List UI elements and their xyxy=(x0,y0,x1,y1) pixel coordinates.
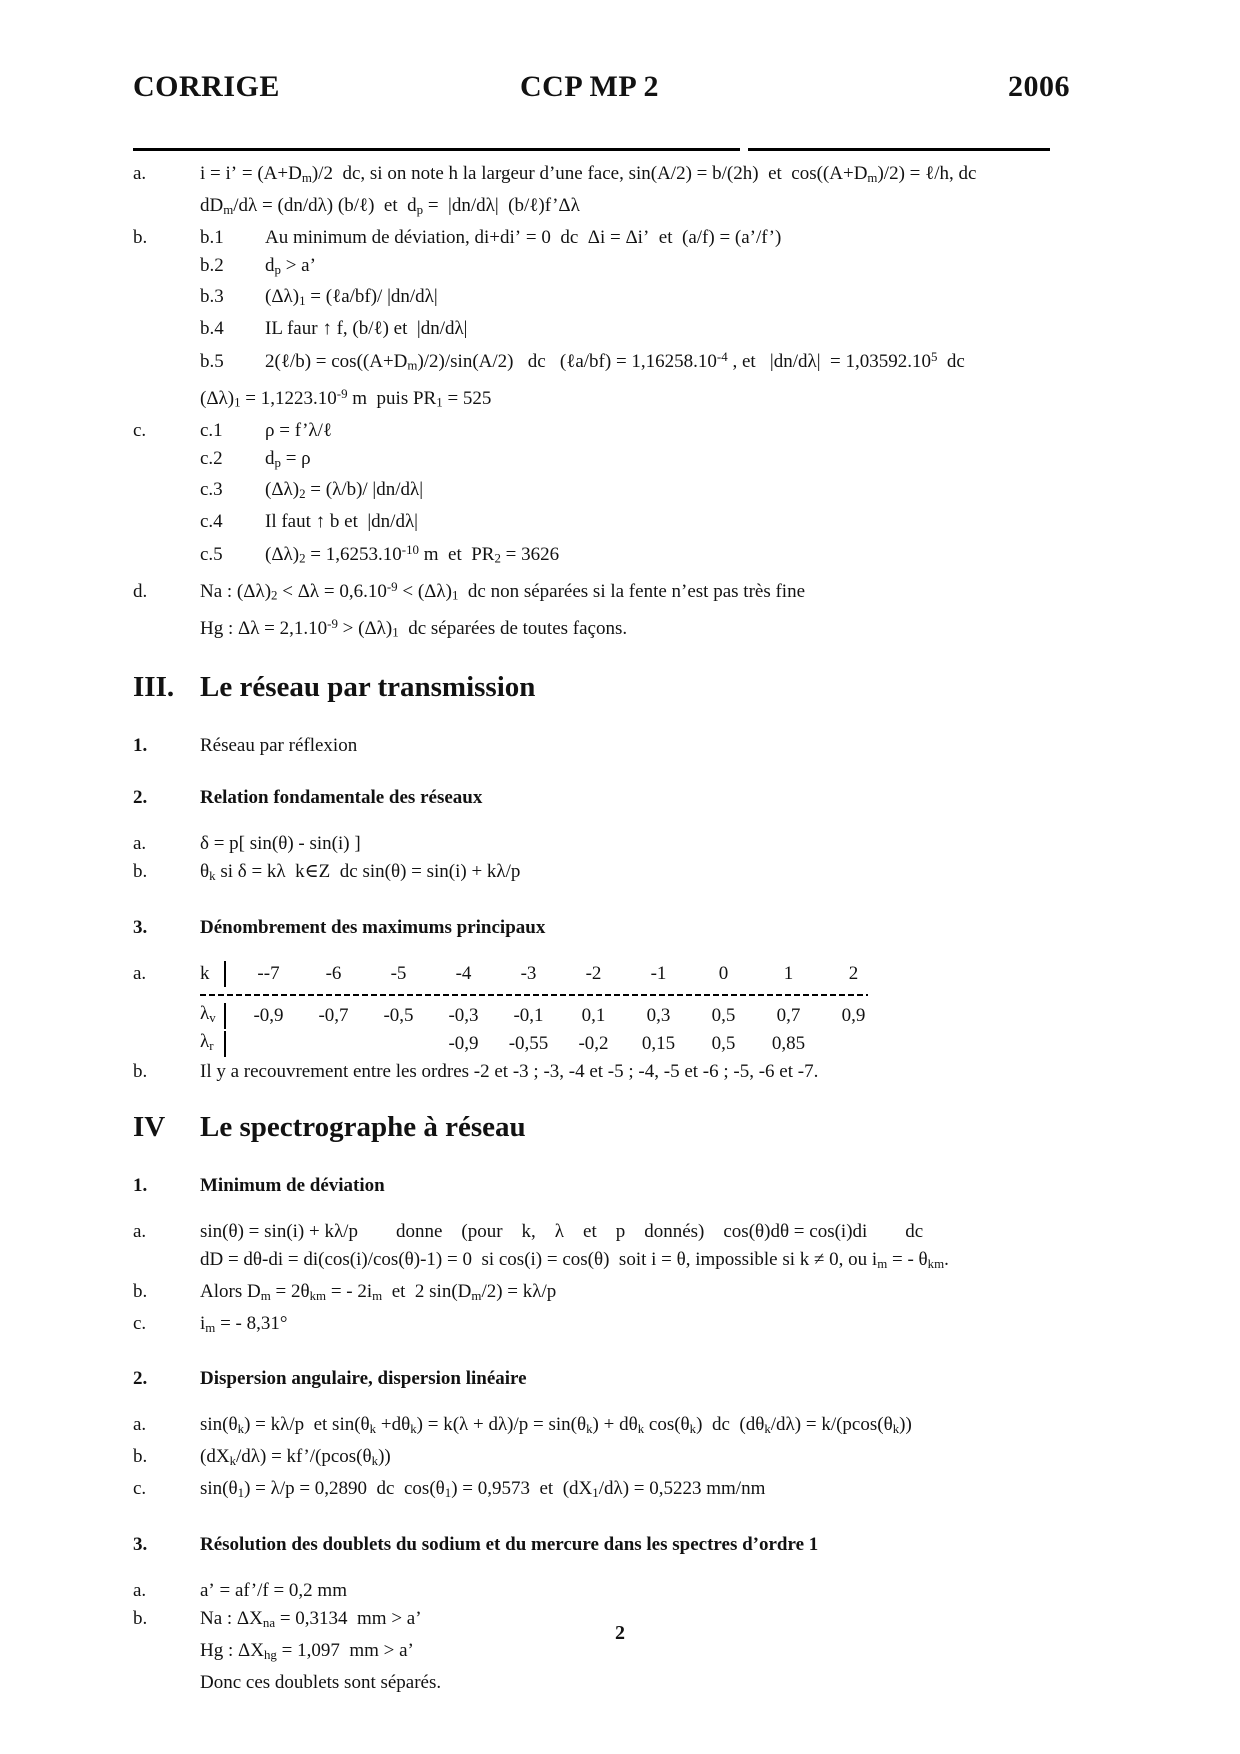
table-row xyxy=(200,1030,1125,1058)
table-cell: 0,1 xyxy=(581,1005,606,1026)
table-cell: 0 xyxy=(718,963,729,984)
item-text: $(\Delta\lambda)_1$ = (ℓa/bf)/ |dn/dλ| xyxy=(265,286,438,309)
item-sublabel: c.2 xyxy=(200,447,223,469)
item-label: c. xyxy=(133,419,147,441)
item-label: a. xyxy=(133,963,147,984)
subsection-heading xyxy=(133,784,1125,812)
table-cell: -6 xyxy=(325,963,342,984)
subsection-heading xyxy=(133,914,1125,942)
subsection-heading xyxy=(133,732,1125,760)
item-label: b. xyxy=(133,1446,148,1468)
item-sublabel: c.5 xyxy=(200,544,223,566)
item-text: sin(θ) = sin(i) + kλ/p donne (pour k, λ et p donnés) cos(θ)dθ = cos(i)di dc xyxy=(200,1221,924,1242)
item-label: b. xyxy=(133,861,148,883)
answer-line xyxy=(133,252,1125,284)
table-vbar xyxy=(224,961,226,987)
item-text: Hg : $\Delta\lambda = 2,1.10^{-9} > (\Delta\lambda)_1$ dc séparées de toutes façons. xyxy=(200,615,628,640)
item-text: $dD_m/d\lambda = (dn/d\lambda)$ (b/ℓ) et $d_p = |dn/d\lambda|$ (b/ℓ)f’Δλ xyxy=(200,194,580,217)
subsection-title: Réseau par réflexion xyxy=(200,735,358,757)
table-cell: -1 xyxy=(650,963,667,984)
subsection-number: 1. xyxy=(133,735,148,757)
section-title: Le réseau par transmission xyxy=(200,671,536,704)
item-label: b. xyxy=(133,1061,148,1082)
table-vbar xyxy=(224,1031,226,1057)
page-number: 2 xyxy=(615,1622,625,1644)
answer-line xyxy=(133,1218,1125,1246)
table-cell: -0,3 xyxy=(448,1005,479,1026)
answer-line xyxy=(133,508,1125,536)
answer-line xyxy=(133,283,1125,315)
answer-line xyxy=(133,380,1125,417)
table-dashed-divider xyxy=(200,994,868,996)
subsection-title: Dénombrement des maximums principaux xyxy=(200,917,546,938)
item-text: IL faur ↑ f, (b/ℓ) et |dn/dλ| xyxy=(265,318,468,340)
item-text: $i_m$ = - 8,31° xyxy=(200,1312,288,1335)
item-sublabel: c.3 xyxy=(200,479,223,501)
document-body xyxy=(133,160,1125,1697)
item-text: $d_p = \rho$ xyxy=(265,447,311,470)
item-label: d. xyxy=(133,580,148,602)
item-text: $\sin(\theta_1) = \lambda/p = 0,2890$ dc $\cos(\theta_1) = 0,9573$ et $(dX_1/d\lambda) = 0,5223$ mm/nm xyxy=(200,1478,766,1500)
answer-line xyxy=(133,1443,1125,1475)
item-label: a. xyxy=(133,1579,147,1601)
section-heading xyxy=(133,666,1125,708)
item-label: a. xyxy=(133,833,147,855)
item-label: c. xyxy=(133,1478,147,1500)
item-text: $\theta_k$ si δ = kλ k∈Z dc sin(θ) = sin(i) + kλ/p xyxy=(200,861,521,883)
answer-line xyxy=(133,1246,1125,1278)
table-row-label: $\lambda_v$ xyxy=(200,1003,216,1025)
item-label: a. xyxy=(133,163,147,184)
header-title-corrige: CORRIGE xyxy=(133,70,280,103)
answer-line xyxy=(133,445,1125,477)
item-sublabel: b.1 xyxy=(200,226,224,248)
table-cells xyxy=(236,1030,886,1058)
table-cell: 1 xyxy=(783,963,794,984)
answer-line xyxy=(133,224,1125,252)
item-text: dD = dθ-di = di(cos(i)/cos(θ)-1) = 0 si cos(i) = cos(θ) soit i = θ, impossible si k ≠ 0, ou $i_m$ = - $\theta_{km}$. xyxy=(200,1249,949,1271)
table-cell: -4 xyxy=(455,963,472,984)
subsection-title: Minimum de déviation xyxy=(200,1175,385,1196)
table-cell: -5 xyxy=(390,963,407,984)
item-label: b. xyxy=(133,226,148,248)
table-cell: -0,1 xyxy=(513,1005,544,1026)
item-label: a. xyxy=(133,1414,147,1436)
item-label: b. xyxy=(133,1607,148,1629)
table-cell: -0,9 xyxy=(448,1033,479,1054)
item-label: b. xyxy=(133,1280,148,1302)
item-text: $(\Delta\lambda)_2 = (\lambda/b)/$ |dn/dλ| xyxy=(265,479,424,502)
item-text: Hg : $\Delta X_{hg} = 1,097$ mm > a’ xyxy=(200,1639,414,1662)
answer-line xyxy=(133,160,1125,192)
header-rule-left xyxy=(133,148,740,151)
item-text: $(dX_k/d\lambda)$ = $kf’/(pcos(\theta_k))$ xyxy=(200,1446,391,1469)
answer-line xyxy=(133,573,1125,610)
table-cell: -0,7 xyxy=(318,1005,349,1026)
answer-line xyxy=(133,1310,1125,1342)
answer-line xyxy=(133,1278,1125,1310)
answer-line xyxy=(133,1577,1125,1605)
item-label: a. xyxy=(133,1221,147,1242)
answer-line xyxy=(133,192,1125,224)
table-cell xyxy=(236,1030,301,1058)
subsection-number: 2. xyxy=(133,1368,148,1390)
table-cell: -0,9 xyxy=(253,1005,284,1026)
answer-line xyxy=(133,1411,1125,1443)
answer-line xyxy=(133,830,1125,858)
header-rule-right xyxy=(748,148,1050,151)
table-row xyxy=(200,960,1125,988)
item-text: Na : $\Delta X_{na} = 0,3134$ mm > a’ xyxy=(200,1607,422,1630)
orders-table-grid xyxy=(200,960,1125,1058)
subsection-title: Relation fondamentale des réseaux xyxy=(200,787,483,809)
item-text: $d_p > a$’ xyxy=(265,254,316,277)
header-title-exam: CCP MP 2 xyxy=(520,70,659,103)
item-sublabel: b.3 xyxy=(200,286,224,308)
table-row-label: $\lambda_r$ xyxy=(200,1031,214,1053)
item-text: Alors $D_m = 2\theta_{km}$ = - $2i_m$ et 2 $\sin(D_m/2) = k\lambda/p$ xyxy=(200,1280,557,1303)
table-cell: 0,5 xyxy=(711,1033,736,1054)
table-cell xyxy=(366,1030,431,1058)
subsection-number: 3. xyxy=(133,1533,148,1555)
answer-line xyxy=(133,1475,1125,1507)
table-cell xyxy=(821,1030,886,1058)
item-text: Il faut ↑ b et |dn/dλ| xyxy=(265,511,418,533)
table-cell: 0,9 xyxy=(841,1005,866,1026)
answer-line xyxy=(133,536,1125,573)
section-heading xyxy=(133,1106,1125,1148)
subsection-heading xyxy=(133,1365,1125,1393)
item-text: Donc ces doublets sont séparés. xyxy=(200,1671,442,1693)
answer-line xyxy=(133,1669,1125,1697)
table-cell: -0,5 xyxy=(383,1005,414,1026)
item-sublabel: b.2 xyxy=(200,254,224,276)
table-cell: -2 xyxy=(585,963,602,984)
subsection-heading xyxy=(133,1172,1125,1200)
item-text: $(\Delta\lambda)_2 = 1,6253.10^{-10}$ m et $PR_2 = 3626$ xyxy=(265,542,560,566)
table-cell: --7 xyxy=(257,963,280,984)
item-text: $(\Delta\lambda)_1 = 1,1223.10^{-9}$ m puis $PR_1 = 525$ xyxy=(200,385,492,410)
item-text: Il y a recouvrement entre les ordres -2 et -3 ; -3, -4 et -5 ; -4, -5 et -6 ; -5, -6 et -7. xyxy=(200,1061,819,1082)
subsection-title: Dispersion angulaire, dispersion linéaire xyxy=(200,1368,527,1390)
answer-line xyxy=(133,343,1125,380)
item-text: $\sin(\theta_k) = k\lambda/p$ et $\sin(\theta_k +d\theta_k) = k(\lambda + d\lambda)/p = \sin(\theta_k) + d\theta_k$ $\cos(\theta_k)$ dc $(d\theta_k/d\lambda) = k/(pcos(\theta_k))$ xyxy=(200,1414,912,1437)
item-sublabel: c.1 xyxy=(200,419,223,441)
subsection-number: 1. xyxy=(133,1175,148,1196)
item-text: ρ = f’λ/ℓ xyxy=(265,419,332,441)
table-cell: -0,55 xyxy=(508,1033,549,1054)
table-cell: 2 xyxy=(848,963,859,984)
orders-table xyxy=(133,960,1125,1058)
table-cell: 0,5 xyxy=(711,1005,736,1026)
table-cell: -3 xyxy=(520,963,537,984)
table-cell: 0,15 xyxy=(641,1033,676,1054)
table-cell: -0,2 xyxy=(578,1033,609,1054)
section-title: Le spectrographe à réseau xyxy=(200,1111,526,1143)
subsection-number: 2. xyxy=(133,787,148,809)
item-sublabel: c.4 xyxy=(200,511,223,533)
subsection-number: 3. xyxy=(133,917,148,938)
subsection-title: Résolution des doublets du sodium et du mercure dans les spectres d’ordre 1 xyxy=(200,1533,819,1555)
answer-line xyxy=(133,610,1125,647)
item-text: Na : $(\Delta\lambda)_2 < \Delta\lambda = 0,6.10^{-9} < (\Delta\lambda)_1$ dc non séparées si la fente n’est pas très fine xyxy=(200,578,806,603)
answer-line xyxy=(133,476,1125,508)
document-rows xyxy=(133,160,1125,1697)
subsection-heading xyxy=(133,1531,1125,1559)
answer-line xyxy=(133,417,1125,445)
table-cell: 0,7 xyxy=(776,1005,801,1026)
answer-line xyxy=(133,315,1125,343)
table-cells xyxy=(236,1002,886,1030)
table-cells xyxy=(236,960,886,988)
table-row xyxy=(200,1002,1125,1030)
item-text: 2(ℓ/b) = $\cos((A+D_m)/2)/\sin(A/2)$ dc (ℓa/bf) = $1,16258.10^{-4}$ , et $|dn/d\lambda| = 1,03592.10^5$ dc xyxy=(265,349,965,373)
item-label: c. xyxy=(133,1312,147,1334)
table-cell: 0,85 xyxy=(771,1033,806,1054)
item-sublabel: b.4 xyxy=(200,318,224,340)
answer-line xyxy=(133,1058,1125,1086)
table-vbar xyxy=(224,1003,226,1029)
table-cell: 0,3 xyxy=(646,1005,671,1026)
item-text: δ = p[ sin(θ) - sin(i) ] xyxy=(200,833,361,855)
item-text: Au minimum de déviation, di+di’ = 0 dc Δi = Δi’ et (a/f) = (a’/f’) xyxy=(265,226,782,248)
item-text: i = i’ = $(A+D_m)/2$ dc, si on note h la largeur d’une face, sin(A/2) = b/(2h) et $\cos((A+D_m)/2)$ = ℓ/h, dc xyxy=(200,163,977,185)
section-number: IV xyxy=(133,1111,166,1143)
table-cell xyxy=(301,1030,366,1058)
section-number: III. xyxy=(133,671,175,704)
header-title-year: 2006 xyxy=(1008,70,1070,103)
answer-line xyxy=(133,858,1125,890)
item-text: a’ = af’/f = 0,2 mm xyxy=(200,1579,347,1601)
table-row-label: k xyxy=(200,963,210,984)
item-sublabel: b.5 xyxy=(200,351,224,373)
